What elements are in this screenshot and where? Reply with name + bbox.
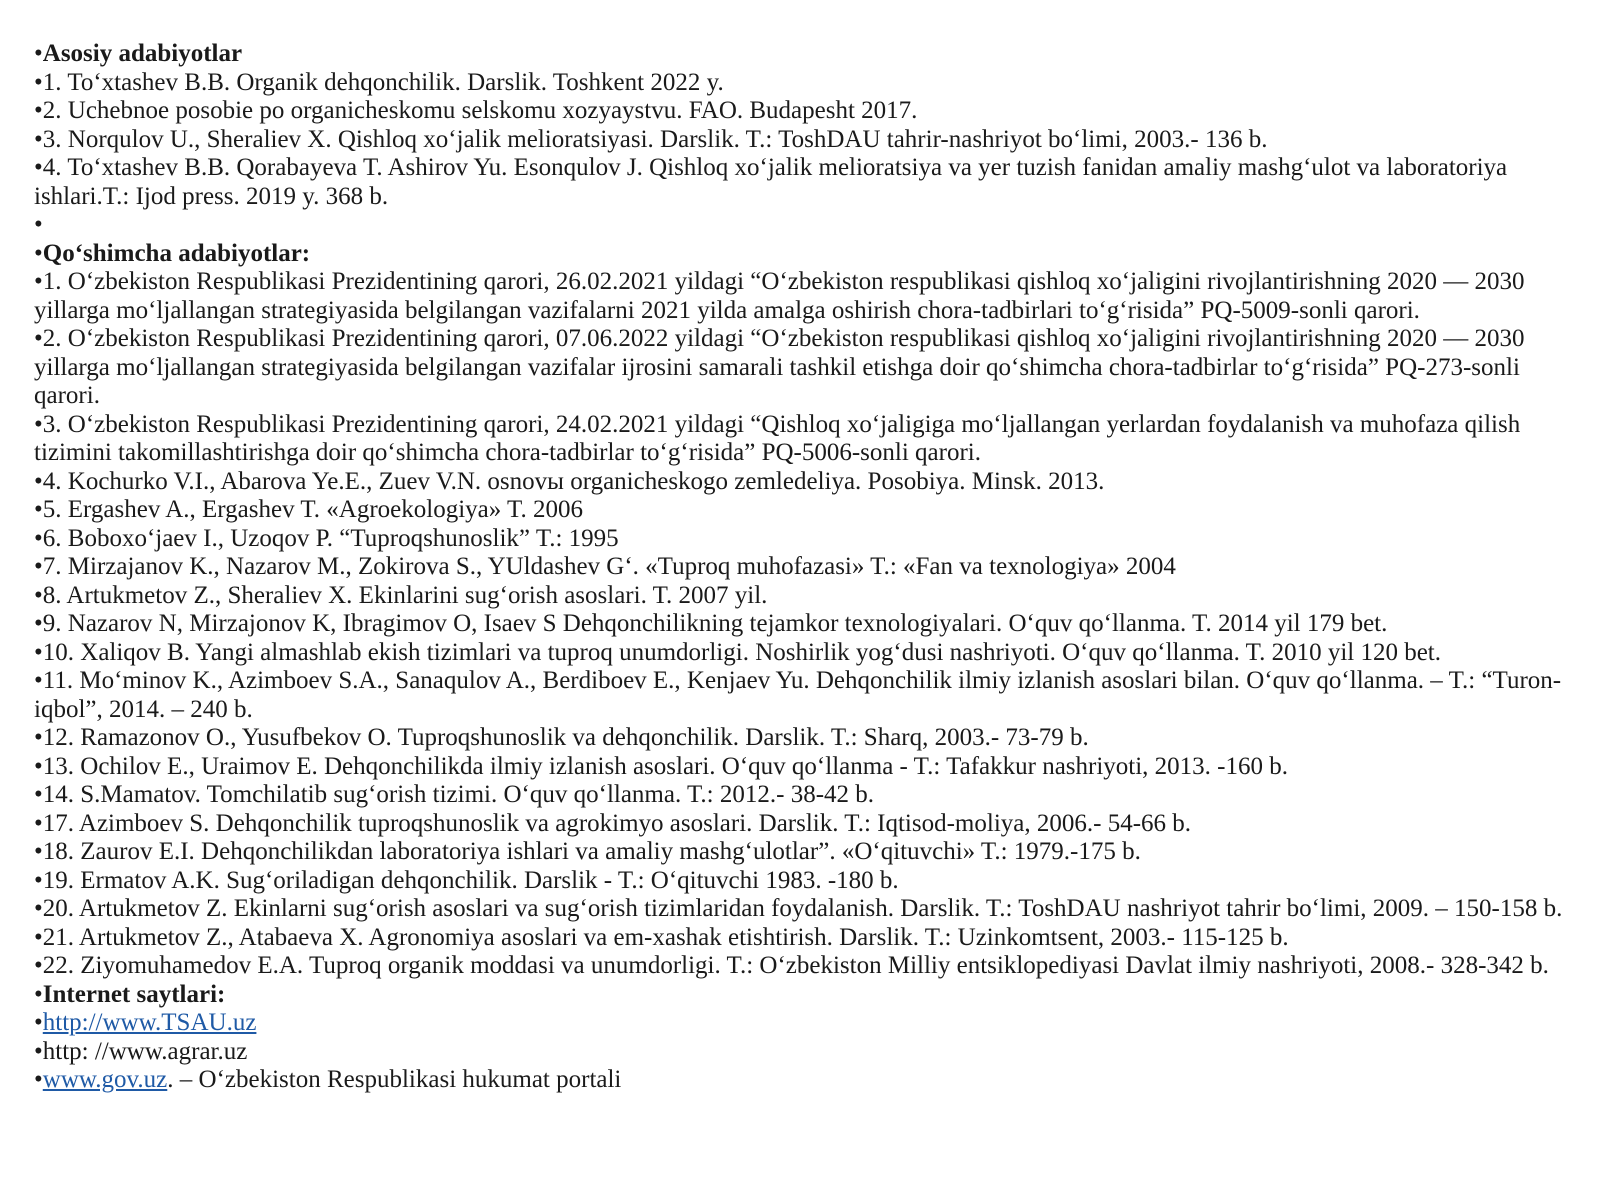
extra-literature-item: •17. Azimboev S. Dehqonchilik tuproqshunoslik va agrokimyo asoslari. Darslik. T.: Iqtisod-moliya, 2006.- 54-66 b.	[34, 809, 1192, 837]
bullet: •	[34, 1009, 43, 1036]
bullet: •	[34, 467, 43, 495]
extra-literature-item: •11. Mo‘minov K., Azimboev S.A., Sanaqulov A., Berdiboev E., Kenjaev Yu. Dehqonchilik ilmiy izlanish asoslari bilan. O‘quv qo‘llanma. – T.: “Turon-iqbol”, 2014. – 240 b.	[34, 667, 1562, 723]
bullet: •	[34, 239, 43, 267]
bullet: •	[34, 496, 43, 523]
extra-literature-item: •7. Mirzajanov K., Nazarov M., Zokirova S., YUldashev G‘. «Tuproq muhofazasi» T.: «Fan va texnologiya» 2004	[34, 553, 1176, 580]
bullet: •	[34, 581, 43, 609]
bullet: •	[34, 895, 43, 922]
main-literature-item: •1. To‘xtashev B.B. Organik dehqonchilik. Darslik. Toshkent 2022 y.	[34, 68, 724, 96]
extra-literature-heading: •Qo‘shimcha adabiyotlar:	[34, 239, 311, 267]
bullet: •	[34, 752, 43, 780]
extra-literature-item: •19. Ermatov A.K. Sug‘oriladigan dehqonchilik. Darslik - T.: O‘qituvchi 1983. -180 b.	[34, 866, 899, 894]
extra-literature-item: •18. Zaurov E.I. Dehqonchilikdan laboratoriya ishlari va amaliy mashg‘ulotlar”. «O‘qituvchi» T.: 1979.-175 b.	[34, 838, 1141, 865]
main-literature-heading: •Asosiy adabiyotlar	[34, 40, 243, 67]
internet-site-item	[34, 1009, 1570, 1038]
extra-literature-item: •13. Ochilov E., Uraimov E. Dehqonchilikda ilmiy izlanish asoslari. O‘quv qo‘llanma - T.: Tafakkur nashriyoti, 2013. -160 b.	[34, 752, 1289, 780]
extra-literature-item: •1. O‘zbekiston Respublikasi Prezidentining qarori, 26.02.2021 yildagi “O‘zbekiston respublikasi qishloq xo‘jaligini rivojlantirishning 2020 — 2030 yillarga mo‘ljallangan strategiyasida belgilangan vazifalarni 2021 yilda amalga oshirish chora-tadbirlari to‘g‘risida” PQ-5009-sonli qarori.	[34, 268, 1525, 324]
bullet: •	[34, 553, 43, 580]
main-literature-item: •2. Uchebnoe posobie po organicheskomu selskomu xozyaystvu. FAO. Budapesht 2017.	[34, 97, 918, 124]
extra-literature-item: •14. S.Mamatov. Tomchilatib sug‘orish tizimi. O‘quv qo‘llanma. T.: 2012.- 38-42 b.	[34, 781, 875, 808]
extra-literature-item: •10. Xaliqov B. Yangi almashlab ekish tizimlari va tuproq unumdorligi. Noshirlik yog‘dusi nashriyoti. O‘quv qo‘llanma. T. 2010 yil 120 bet.	[34, 638, 1442, 666]
gov-link[interactable]: www.gov.uz	[42, 1066, 168, 1093]
bullet: •	[34, 125, 43, 153]
bullet: •	[34, 980, 43, 1008]
bibliography	[34, 40, 1570, 1095]
main-literature-item: •3. Norqulov U., Sheraliev X. Qishloq xo‘jalik melioratsiyasi. Darslik. T.: ToshDAU tahrir-nashriyot bo‘limi, 2003.- 136 b.	[34, 125, 1268, 153]
bullet: •	[34, 1037, 43, 1065]
extra-literature-item: •6. Boboxo‘jaev I., Uzoqov P. “Tuproqshunoslik” T.: 1995	[34, 524, 619, 552]
bullet: •	[34, 923, 43, 951]
internet-sites-heading: •Internet saytlari:	[34, 980, 226, 1008]
bullet: •	[34, 809, 43, 837]
bullet: •	[34, 68, 43, 96]
bullet: •	[34, 97, 43, 124]
extra-literature-item: •12. Ramazonov O., Yusufbekov O. Tuproqshunoslik va dehqonchilik. Darslik. T.: Sharq, 2003.- 73-79 b.	[34, 724, 1089, 751]
bullet: •	[34, 410, 43, 438]
bullet: •	[34, 524, 43, 552]
extra-literature-item: •9. Nazarov N, Mirzajonov K, Ibragimov O, Isaev S Dehqonchilikning tejamkor texnologiyalari. O‘quv qo‘llanma. T. 2014 yil 179 bet.	[34, 610, 1388, 637]
bullet: •	[34, 154, 43, 181]
extra-literature-item: •5. Ergashev A., Ergashev T. «Agroekologiya» T. 2006	[34, 496, 583, 523]
bullet: •	[34, 1066, 43, 1093]
bullet: •	[34, 667, 43, 694]
internet-site-item	[34, 1038, 1570, 1067]
extra-literature-item: •3. O‘zbekiston Respublikasi Prezidentining qarori, 24.02.2021 yildagi “Qishloq xo‘jaligiga mo‘ljallangan yerlardan foydalanish va muhofaza qilish tizimini takomillashtirishga doir qo‘shimcha chora-tadbirlar to‘g‘risida” PQ-5006-sonli qarori.	[34, 410, 1521, 466]
extra-literature-item: •2. O‘zbekiston Respublikasi Prezidentining qarori, 07.06.2022 yildagi “O‘zbekiston respublikasi qishloq xo‘jaligini rivojlantirishning 2020 — 2030 yillarga mo‘ljallangan strategiyasida belgilangan vazifalar ijrosini samarali tashkil etishga doir qo‘shimcha chora-tadbirlar to‘g‘risida” PQ-273-sonli qarori.	[34, 325, 1525, 409]
bullet: •	[34, 211, 43, 238]
bullet: •	[34, 40, 43, 67]
bullet: •	[34, 610, 43, 637]
internet-site-item	[34, 1066, 1570, 1095]
gov-site-description: . – O‘zbekiston Respublikasi hukumat portali	[167, 1066, 622, 1093]
main-literature-item: •4. To‘xtashev B.B. Qorabayeva T. Ashirov Yu. Esonqulov J. Qishloq xo‘jalik melioratsiya va yer tuzish fanidan amaliy mashg‘ulot va laboratoriya ishlari.T.: Ijod press. 2019 y. 368 b.	[34, 154, 1508, 210]
bullet: •	[34, 724, 43, 751]
extra-literature-list	[34, 268, 1570, 981]
tsau-link[interactable]: http://www.TSAU.uz	[42, 1009, 257, 1036]
extra-literature-item: •22. Ziyomuhamedov E.A. Tuproq organik moddasi va unumdorligi. T.: O‘zbekiston Milliy entsiklopediyasi Davlat ilmiy nashriyoti, 2008.- 328-342 b.	[34, 952, 1549, 979]
bullet: •	[34, 268, 43, 295]
main-literature-item	[34, 211, 1570, 240]
bullet: •	[34, 638, 43, 666]
bullet: •	[34, 838, 43, 865]
agrar-site-text: http: //www.agrar.uz	[42, 1037, 248, 1065]
extra-literature-item: •20. Artukmetov Z. Ekinlarni sug‘orish asoslari va sug‘orish tizimlaridan foydalanish. Darslik. T.: ToshDAU nashriyot tahrir bo‘limi, 2009. – 150-158 b.	[34, 895, 1563, 922]
bullet: •	[34, 952, 43, 979]
main-literature-list	[34, 69, 1570, 240]
extra-literature-item: •21. Artukmetov Z., Atabaeva X. Agronomiya asoslari va em-xashak etishtirish. Darslik. T.: Uzinkomtsent, 2003.- 115-125 b.	[34, 923, 1289, 951]
bullet: •	[34, 866, 43, 894]
bullet: •	[34, 781, 43, 808]
extra-literature-item: •8. Artukmetov Z., Sheraliev X. Ekinlarini sug‘orish asoslari. T. 2007 yil.	[34, 581, 768, 609]
bullet: •	[34, 325, 43, 352]
extra-literature-item: •4. Kochurko V.I., Abarova Ye.E., Zuev V.N. osnovы organicheskogo zemledeliya. Posobiya. Minsk. 2013.	[34, 467, 1105, 495]
